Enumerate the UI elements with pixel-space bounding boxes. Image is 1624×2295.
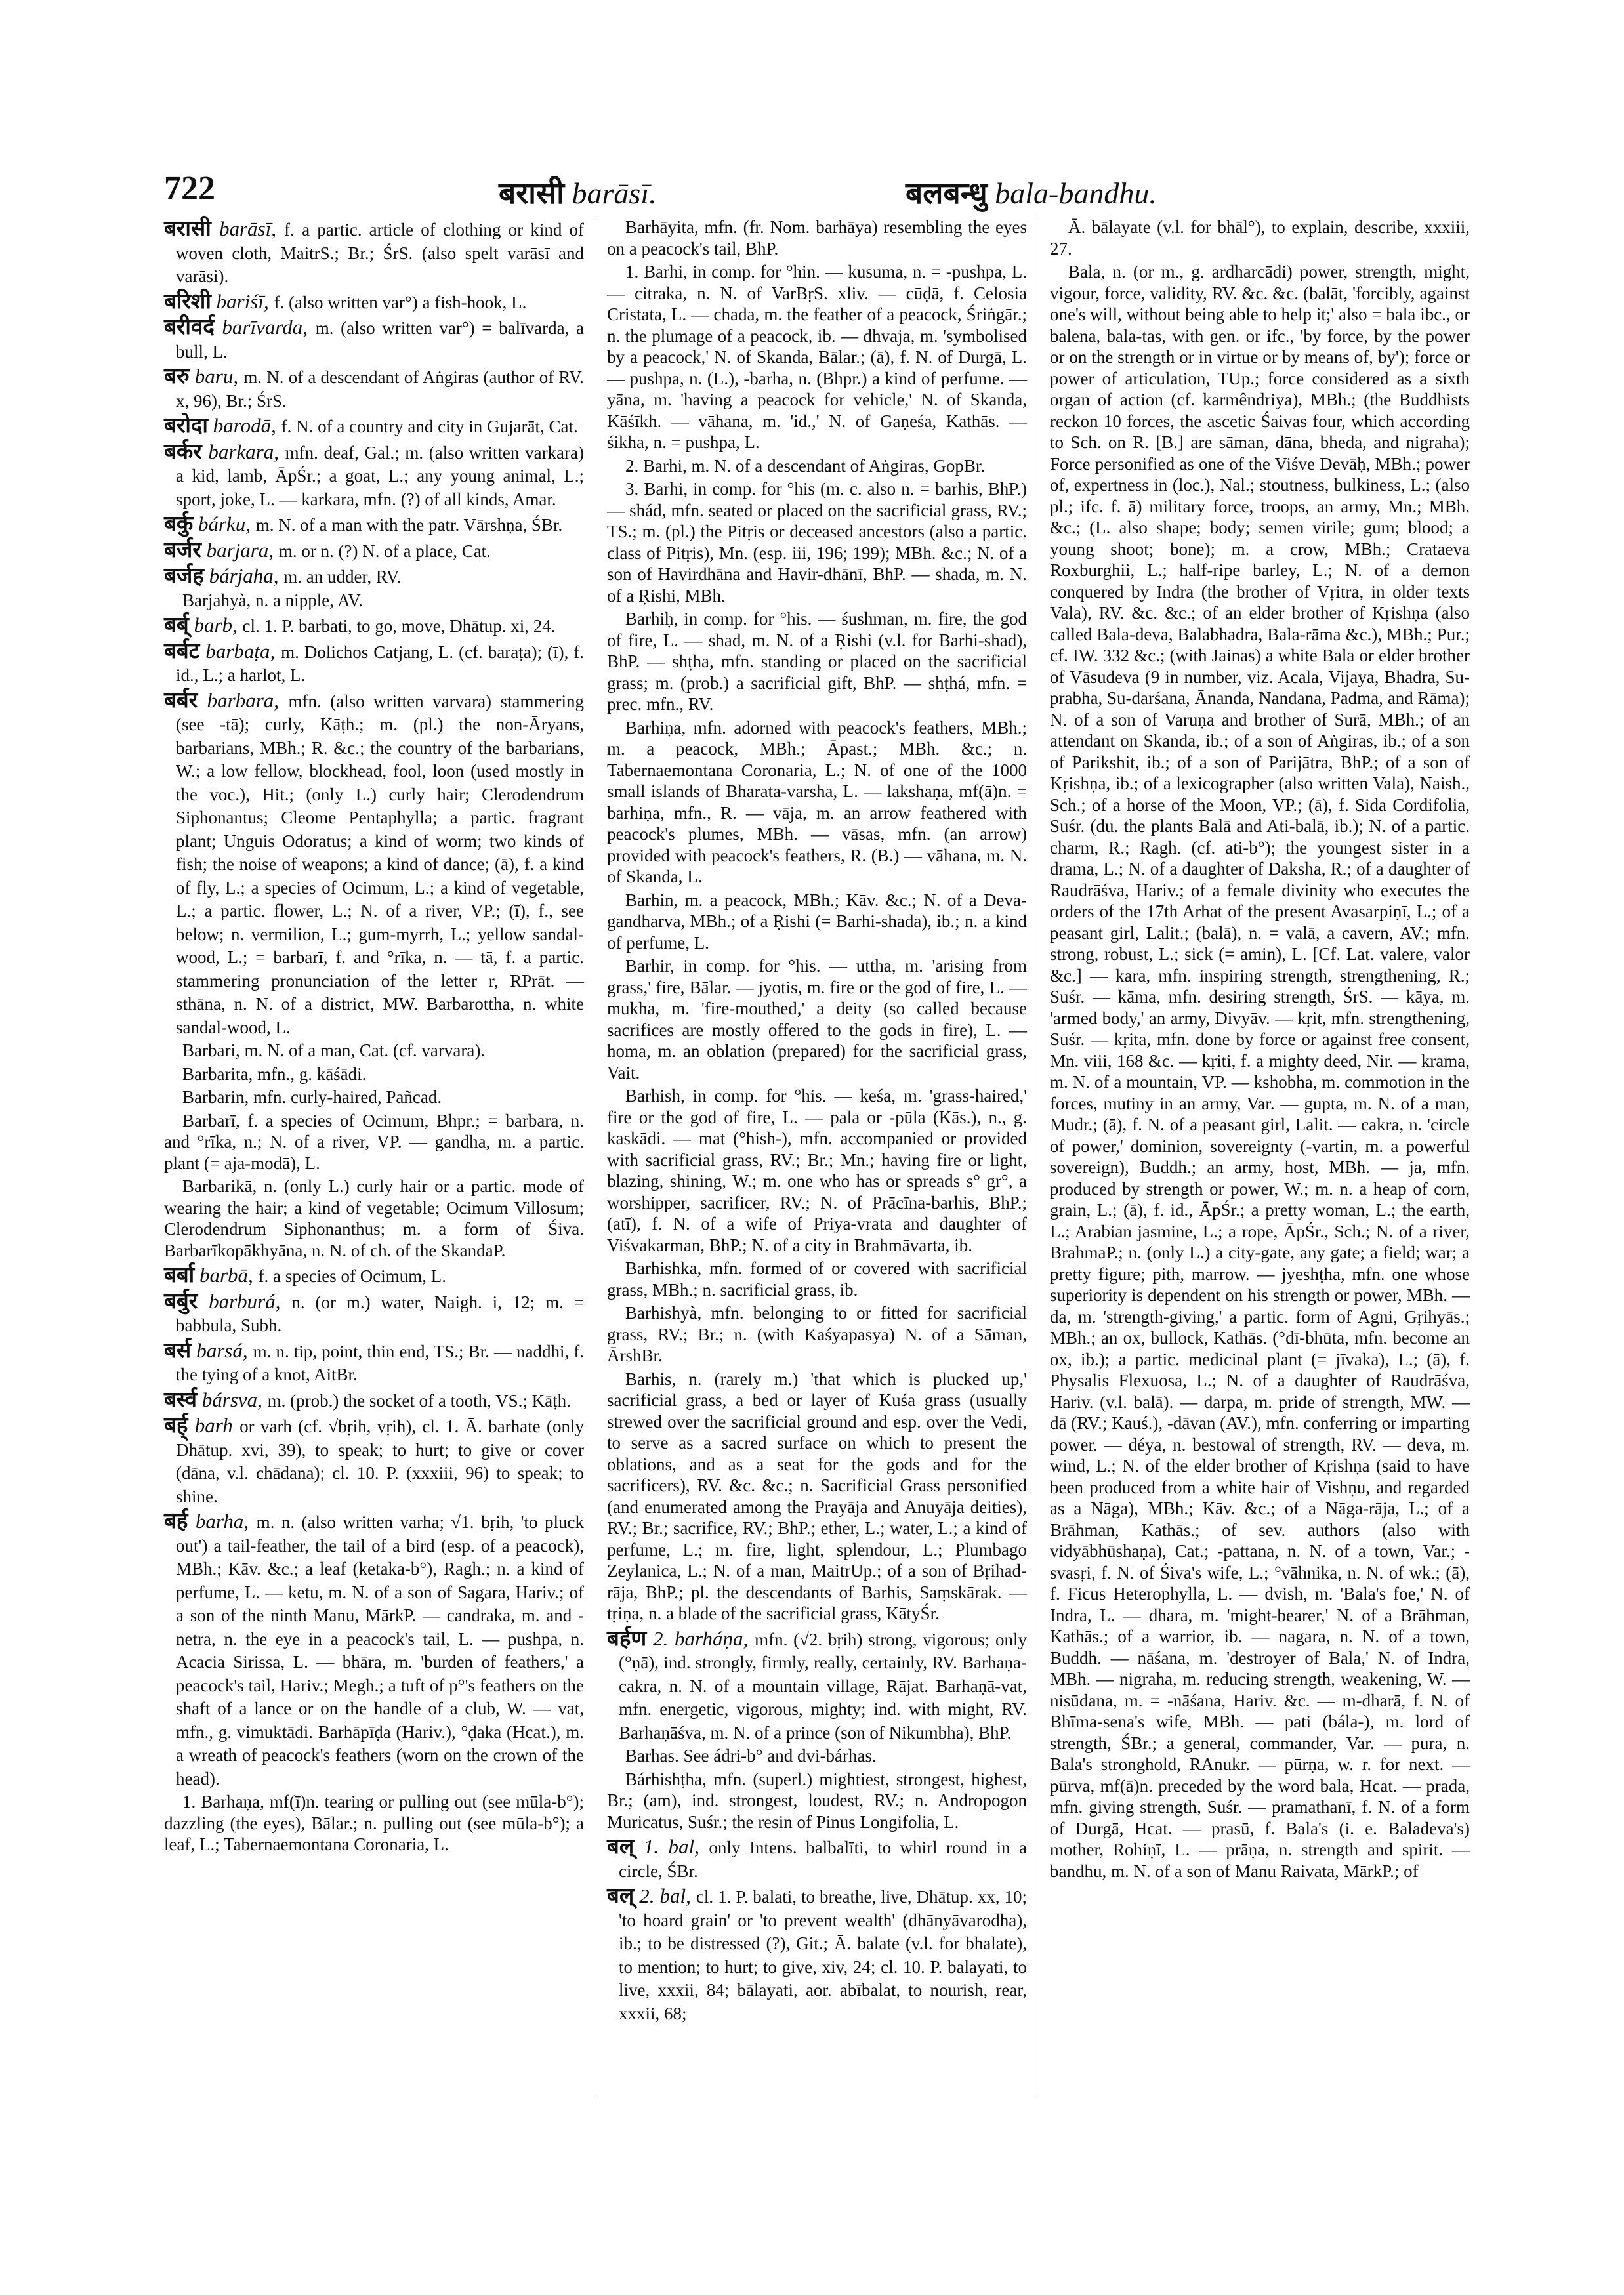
- dictionary-entry: बर्कु bárku, m. N. of a man with the patr. Vārshṇa, ŚBr.: [164, 510, 563, 536]
- dictionary-entry: बल् 1. bal, only Intens. balbalīti, to whirl round in a circle, ŚBr.: [607, 1833, 1028, 1881]
- page-header: [164, 169, 1437, 215]
- dictionary-entry: बल् 2. bal, cl. 1. P. balati, to breathe, live, Dhātup. xx, 10; 'to hoard grain' or 'to prevent wealth' (dhānyāvarodha), ib.; to be distressed (?), Git.; Ā. balate (v.l. for bhalate), to mention; to hurt; to give, xiv, 24; cl. 10. P. balayati, to live, xxxii, 84; bālayati, aor. abībalat, to nourish, rear, xxxii, 68;: [607, 1882, 1028, 2023]
- dictionary-entry: बरिशी bariśī, f. (also written var°) a fish-hook, L.: [164, 287, 527, 314]
- sub-entry: Bala, n. (or m., g. ardharcādi) power, strength, might, vigour, force, validity, RV. &c. &c. (balāt, 'forcibly, against one's will, without being able to help it;' also = bala ibc., or balena, bala-tas, with gen. or ifc., 'by force, by the power or on the strength or in virtue or by means of, by'); force or power of articulation, TUp.; force considered as a sixth organ of action (cf. karmêndriya), MBh.; (the Buddhists reckon 10 forces, the ascetic Śaivas four, which according to Sch. on R. [B.] are sāman, dāna, bheda, and nigraha); Force personified as one of the Viśve Devāḥ, MBh.; power of, expertness in (loc.), Nal.; stoutness, bulkiness, L.; (also pl.; ifc. f. ā) military force, troops, an army, Mn.; MBh. &c.; (L. also shape; body; semen virile; gum; blood; a young shoot; bone); m. a crow, MBh.; Crataeva Roxburghii, L.; half-ripe barley, L.; N. of a demon conquered by Indra (the brother of Vṛitra, in older texts Vala), RV. &c. &c.; of an elder brother of Kṛishṇa (also called Bala-deva, Balabhadra, Bala-rāma &c.), MBh.; Pur.; cf. IW. 332 &c.; (with Jainas) a white Bala or elder brother of Vāsudeva (9 in number, viz. Acala, Vijaya, Bhadra, Su-prabha, Su-darśana, Ānanda, Nandana, Padma, and Rāma); N. of a son of Varuṇa and brother of Surā, MBh.; of an attendant on Skanda, ib.; of a son of Aṅgiras, ib.; of a son of Parikshit, ib.; of a son of Parijātra, BhP.; of a son of Kṛishṇa, ib.; of a lexicographer (also written Vala), Naish., Sch.; of a horse of the Moon, VP.; (ā), f. Sida Cordifolia, Suśr. (du. the plants Balā and Ati-balā, ib.); N. of a partic. charm, R.; Ragh. (cf. ati-b°); the youngest sister in a drama, L.; N. of a daughter of Daksha, R.; of a daughter of Raudrāśva, Hariv.; of a female divinity who executes the orders of the 17th Arhat of the present Avasarpiṇī, L.; of a peasant girl, Lalit.; (balā), n. = valā, a cavern, AV.; mfn. strong, robust, L.; sick (= amin), L. [Cf. Lat. valere, valor &c.] — kara, mfn. inspiring strength, strengthening, R.; Suśr. — kāma, mfn. desiring strength, ŚrS. — kāya, m. 'armed body,' an army, Divyāv. — kṛit, mfn. strengthening, Suśr. — kṛita, mfn. done by force or against free consent, Mn. viii, 168 &c. — kṛiti, f. a mighty deed, Nir. — krama, m. N. of a mountain, VP. — kshobha, m. commotion in the forces, mutiny in an army, Var. — gupta, m. N. of a man, Mudr.; (ā), f. N. of a peasant girl, Lalit. — cakra, n. 'circle of power,' dominion, sovereignty (-vartin, m. a powerful sovereign), Buddh.; an army, host, MBh. — ja, mfn. produced by strength or power, W.; m. n. a heap of corn, grain, L.; (ā), f. id., ĀpŚr.; a pretty woman, L.; the earth, L.; Arabian jasmine, L.; a rope, ĀpŚr., Sch.; N. of a river, BrahmaP.; n. (only L.) a city-gate, any gate; a field; war; a pretty figure; pith, marrow. — jyeshṭha, mfn. one whose superiority is dependent on his strength or power, MBh. — da, m. 'strength-giving,' a partic. form of Agni, Gṛihyās.; MBh.; an ox, bullock, Kathās. (°dī-bhūta, mfn. become an ox, ib.); a partic. medicinal plant (= jīvaka), L.; (ā), f. Physalis Flexuosa, L.; N. of a daughter of Raudrāśva, Hariv. (v.l. balā). — darpa, m. pride of strength, MW. — dā (RV.; Kauś.), -dāvan (AV.), mfn. conferring or imparting power. — déya, n. bestowal of strength, RV. — deva, m. wind, L.; N. of the elder brother of Kṛishṇa (said to have been produced from a white hair of Vishṇu, and regarded as a Nāga), MBh.; Kāv. &c.; of a Nāga-rāja, L.; of a Brāhman, Kathās.; of sev. authors (also with vidyābhūshaṇa), Cat.; -pattana, n. N. of a town, Var.; -svasṛi, f. N. of Śiva's wife, L.; °vāhnika, n. N. of wk.; (ā), f. Ficus Heterophylla, L. — dvish, m. 'Bala's foe,' N. of Indra, L. — dhara, m. 'might-bearer,' N. of a Brāhman, Kathās.; of a warrior, ib. — nagara, n. N. of a town, Buddh. — nāśana, m. 'destroyer of Bala,' N. of Indra, MBh. — nigraha, m. reducing strength, weakening, W. — nisūdana, m. = -nāśana, Hariv. &c. — m-dharā, f. N. of Bhīma-sena's wife, MBh. — pati (bála-), m. lord of strength, ŚBr.; a general, commander, Var. — pura, n. Bala's stronghold, RAnukr. — pūrṇa, w. r. for next. — pūrva, mf(ā)n. preceded by the word bala, Hcat. — prada, mfn. giving strength, Suśr. — pramathanī, f. N. of a form of Durgā, Hcat. — prasū, f. Bala's (i. e. Baladeva's) mother, Rohiṇī, L. — prāṇa, n. strength and spirit. — bandhu, m. N. of a son of Manu Raivata, MārkP.; of: [1050, 262, 1470, 1881]
- sub-entry: Bárhishṭha, mfn. (superl.) mightiest, strongest, highest, Br.; (am), ind. strongest, loudest, RV.; n. Andropogon Muricatus, Suśr.; the resin of Pinus Longifolia, L.: [607, 1769, 1027, 1832]
- sub-entry: Barhir, in comp. for °his. — uttha, m. 'arising from grass,' fire, Bālar. — jyotis, m. fire or the god of fire, L. — mukha, m. 'fire-mouthed,' a deity (so called because sacrifices are mostly offered to the gods in fire), L. — homa, m. an oblation (prepared) for the sacrificial grass, Vait.: [607, 956, 1027, 1083]
- sub-entry: Barhishyà, mfn. belonging to or fitted for sacrificial grass, RV.; Br.; n. (with Kaśyapasya) N. of a Sāman, ĀrshBr.: [607, 1303, 1027, 1365]
- sub-entry: Barbarita, mfn., g. kāśādi.: [182, 1064, 367, 1084]
- right-running-headword: बलबन्धु bala-bandhu.: [906, 175, 1157, 211]
- dictionary-entry: बरीवर्द barīvarda, m. (also written var°) = balīvarda, a bull, L.: [164, 314, 584, 362]
- dictionary-entry: बरु baru, m. N. of a descendant of Aṅgiras (author of RV. x, 96), Br.; ŚrS.: [164, 363, 585, 411]
- dictionary-entry: बरोदा barodā, f. N. of a country and city in Gujarāt, Cat.: [164, 412, 578, 438]
- dictionary-entry: बर्जह bárjaha, m. an udder, RV.: [164, 562, 402, 588]
- sub-entry: Barbari, m. N. of a man, Cat. (cf. varvara).: [182, 1041, 486, 1060]
- sub-entry: Barhin, m. a peacock, MBh.; Kāv. &c.; N. of a Deva-gandharva, MBh.; of a Ṛishi (= Barhi-shada), ib.; n. a kind of perfume, L.: [607, 890, 1027, 953]
- dictionary-entry: बर्ह barha, m. n. (also written varha; √1. bṛih, 'to pluck out') a tail-feather, the tail of a bird (esp. of a peacock), MBh.; Kāv. &c.; a leaf (ketaka-b°), Ragh.; n. a kind of perfume, L. — ketu, m. N. of a son of Sagara, Hariv.; of a son of the ninth Manu, MārkP. — candraka, m. and -netra, n. the eye in a peacock's tail, L. — pushpa, n. Acacia Sirissa, L. — bhāra, m. 'burden of feathers,' a peacock's tail, Hariv.; Megh.; a tuft of p°'s feathers on the shaft of a lance or on the handle of a club, W. — vat, mfn., g. vimuktādi. Barhāpīḍa (Hariv.), °ḍaka (Hcat.), m. a wreath of peacock's feathers (worn on the crown of the head).: [164, 1508, 585, 1788]
- dictionary-entry: बर्जर barjara, m. or n. (?) N. of a place, Cat.: [164, 536, 491, 562]
- sub-entry: Barbarī, f. a species of Ocimum, Bhpr.; = barbara, n. and °rīka, n.; N. of a river, VP. — gandha, m. a partic. plant (= aja-modā), L.: [164, 1110, 584, 1173]
- sub-entry: 1. Barhi, in comp. for °hin. — kusuma, n. = -pushpa, L. — citraka, n. N. of VarBṛS. xliv. — cūḍā, f. Celosia Cristata, L. — chada, m. the feather of a peacock, Śriṅgār.; n. the plumage of a peacock, ib. — dhvaja, m. 'symbolised by a peacock,' N. of Skanda, Bālar.; (ā), f. N. of Durgā, L. — pushpa, n. (L.), -barha, n. (Bhpr.) a kind of perfume. — yāna, m. 'having a peacock for vehicle,' N. of Skanda, Kāśīkh. — vāhana, m. 'id.,' N. of Gaṇeśa, Kathās. — śikha, n. = pushpa, L.: [607, 262, 1027, 452]
- sub-entry: Barhas. See ádri-b° and dvi-bárhas.: [625, 1746, 877, 1766]
- sub-entry: 3. Barhi, in comp. for °his (m. c. also n. = barhis, BhP.) — shád, mfn. seated or placed on the sacrificial grass, RV.; TS.; m. (pl.) the Pitṛis or deceased ancestors (also a partic. class of Pitṛis), Mn. (esp. iii, 196; 199); MBh. &c.; N. of a son of Havirdhāna and Havir-dhānī, BhP. — shada, m. N. of a Ṛishi, MBh.: [607, 479, 1027, 606]
- dictionary-entry: बर्बर barbara, mfn. (also written varvara) stammering (see -tā); curly, Kāṭh.; m. (pl.) the non-Āryans, barbarians, MBh.; R. &c.; the country of the barbarians, W.; a low fellow, blockhead, fool, loon (used mostly in the voc.), Hit.; (only L.) curly hair; Clerodendrum Siphonantus; Cleome Pentaphylla; a partic. fragrant plant; Unguis Odoratus; a kind of worm; two kinds of fish; the noise of weapons; a kind of dance; (ā), f. a kind of fly, L.; a species of Ocimum, L.; a kind of vegetable, L.; a partic. flower, L.; N. of a river, VP.; (ī), f., see below; n. vermilion, L.; gum-myrrh, L.; yellow sandal-wood, L.; = barbarī, f. and °rīka, n. — tā, f. a partic. stammering pronunciation of the letter r, RPrāt. — sthāna, n. N. of a district, MW. Barbarottha, n. white sandal-wood, L.: [164, 686, 584, 1037]
- dictionary-entry: बर्बा barbā, f. a species of Ocimum, L.: [164, 1262, 446, 1287]
- sub-entry: 1. Barhaṇa, mf(ī)n. tearing or pulling out (see mūla-b°); dazzling (the eyes), Bālar.; n. pulling out (see mūla-b°); a leaf, L.; Tabernaemontana Coronaria, L.: [164, 1792, 584, 1854]
- sub-entry: Barhishka, mfn. formed of or covered with sacrificial grass, MBh.; n. sacrificial grass, ib.: [607, 1258, 1027, 1300]
- dictionary-entry: बरासी barāsī, f. a partic. article of clothing or kind of woven cloth, MaitrS.; Br.; ŚrS. (also spelt varāsī and varāsi).: [164, 215, 585, 286]
- dictionary-entry: बर्ब् barb, cl. 1. P. barbati, to go, move, Dhātup. xi, 24.: [164, 611, 556, 637]
- dictionary-entry: बर्ह् barh or varh (cf. √bṛih, vṛih), cl. 1. Ā. barhate (only Dhātup. xvi, 39), to speak; to hurt; to give or cover (dāna, v.l. chādana); cl. 10. P. (xxxiii, 96) to speak; to shine.: [164, 1412, 584, 1506]
- column-2: [607, 217, 1027, 2026]
- sub-entry: Barhiṇa, mfn. adorned with peacock's feathers, MBh.; m. a peacock, MBh.; Āpast.; MBh. &c.; n. Tabernaemontana Coronaria, L.; N. of one of the 1000 small islands of Bharata-varsha, L. — lakshaṇa, mf(ā)n. = barhiṇa, mfn., R. — vāja, m. an arrow feathered with peacock's plumes, MBh. — vāsas, mfn. (an arrow) provided with peacock's feathers, R. (B.) — vāhana, m. N. of Skanda, L.: [607, 717, 1027, 886]
- sub-entry: Barhis, n. (rarely m.) 'that which is plucked up,' sacrificial grass, a bed or layer of Kuśa grass (usually strewed over the sacrificial ground and esp. over the Vedi, to serve as a sacred surface on which to present the oblations, and as a seat for the gods and for the sacrificers), RV. &c. &c.; n. Sacrificial Grass personified (and enumerated among the Prayāja and Anuyāja deities), RV.; Br.; sacrifice, RV.; BhP.; ether, L.; water, L.; a kind of perfume, L.; m. fire, light, splendour, L.; Plumbago Zeylanica, L.; N. of a man, MaitrUp.; of a son of Bṛihad-rāja, BhP.; pl. the descendants of Barhis, Saṃskārak. — tṛiṇa, n. a blade of the sacrificial grass, KātyŚr.: [607, 1369, 1027, 1623]
- dictionary-entry: बर्बुर barburá, n. (or m.) water, Naigh. i, 12; m. = babbula, Subh.: [164, 1287, 585, 1335]
- sub-entry: Barbarikā, n. (only L.) curly hair or a partic. mode of wearing the hair; a kind of vegetable; Ocimum Villosum; Clerodendrum Siphonanthus; m. a form of Śiva. Barbarīkopākhyāna, n. N. of ch. of the SkandaP.: [164, 1176, 584, 1260]
- sub-entry: Ā. bālayate (v.l. for bhāl°), to explain, describe, xxxiii, 27.: [1050, 217, 1470, 258]
- column-3: [1050, 217, 1470, 1884]
- dictionary-entry: बर्हण 2. barháṇa, mfn. (√2. bṛih) strong, vigorous; only (°ṇā), ind. strongly, firmly, really, certainly, RV. Barhaṇa-cakra, n. N. of a mountain village, Rājat. Barhaṇā-vat, mfn. energetic, vigorous, mighty; ind. with might, RV. Barhaṇāśva, m. N. of a prince (son of Nikumbha), BhP.: [607, 1624, 1027, 1743]
- page-number: 722: [164, 170, 215, 207]
- sub-entry: Barhish, in comp. for °his. — keśa, m. 'grass-haired,' fire or the god of fire, L. — pala or -pūla (Kās.), n., g. kaskādi. — mat (°hish-), mfn. accompanied or provided with sacrificial grass, RV.; Br.; Mn.; having fire or light, blazing, shining, W.; m. one who has or spreads s° gr°, a worshipper, sacrificer, RV.; N. of Prācīna-barhis, BhP.; (atī), f. N. of a wife of Priya-vrata and daughter of Viśvakarman, BhP.; N. of a city in Brahmāvarta, ib.: [607, 1086, 1027, 1255]
- sub-entry: Barjahyà, n. a nipple, AV.: [182, 590, 363, 610]
- dictionary-entry: बर्स barsá, m. n. tip, point, thin end, TS.; Br. — naddhi, f. the tying of a knot, AitBr.: [164, 1336, 584, 1384]
- sub-entry: Barhāyita, mfn. (fr. Nom. barhāya) resembling the eyes on a peacock's tail, BhP.: [607, 217, 1027, 258]
- sub-entry: Barbarin, mfn. curly-haired, Pañcad.: [182, 1087, 442, 1107]
- dictionary-entry: बर्बट barbaṭa, m. Dolichos Catjang, L. (cf. baraṭa); (ī), f. id., L.; a harlot, L.: [164, 637, 584, 685]
- left-running-headword: बरासी barāsī.: [499, 175, 657, 211]
- dictionary-entry: बर्कर barkara, mfn. deaf, Gal.; m. (also written varkara) a kid, lamb, ĀpŚr.; a goat, L.; any young animal, L.; sport, joke, L. — karkara, mfn. (?) of all kinds, Amar.: [164, 438, 585, 509]
- sub-entry: 2. Barhi, m. N. of a descendant of Aṅgiras, GopBr.: [625, 455, 986, 476]
- sub-entry: Barhiḥ, in comp. for °his. — śushman, m. fire, the god of fire, L. — shad, m. N. of a Ṛishi (v.l. for Barhi-shad), BhP. — shṭha, mfn. standing or placed on the sacrificial grass; m. (prob.) a sacrificial gift, BhP. — shṭhá, mfn. = prec. mfn., RV.: [607, 609, 1027, 714]
- dictionary-entry: बर्स्व bársva, m. (prob.) the socket of a tooth, VS.; Kāṭh.: [164, 1386, 571, 1412]
- column-1: [164, 217, 584, 1857]
